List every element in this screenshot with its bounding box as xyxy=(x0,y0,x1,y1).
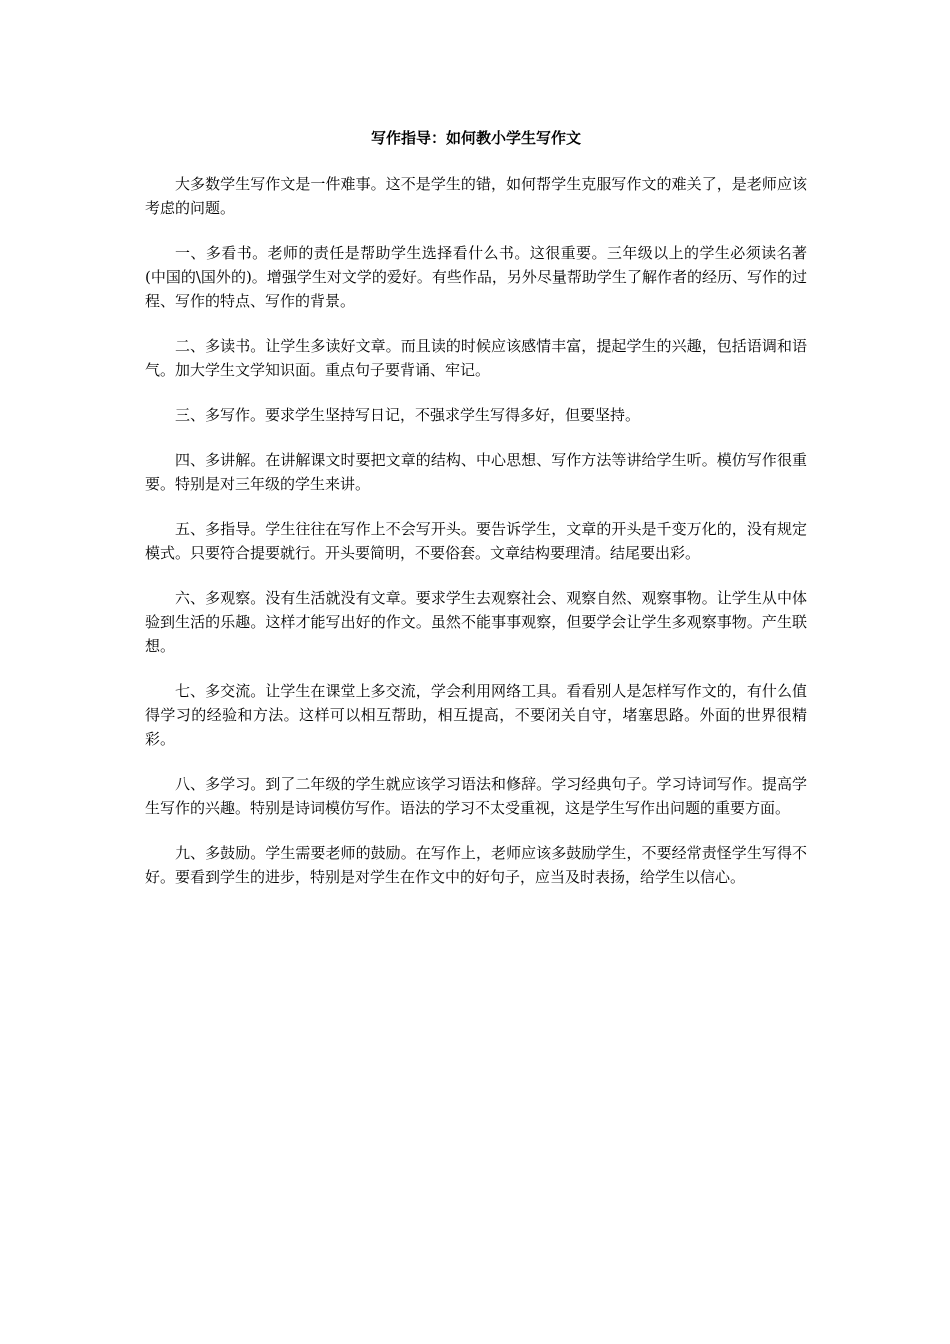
paragraph-guide-more: 五、多指导。学生往往在写作上不会写开头。要告诉学生，文章的开头是千变万化的，没有规定模式。只要符合提要就行。开头要简明，不要俗套。文章结构要理清。结尾要出彩。 xyxy=(145,520,807,562)
document-page xyxy=(145,126,807,910)
paragraph-study-more: 八、多学习。到了二年级的学生就应该学习语法和修辞。学习经典句子。学习诗词写作。提高学生写作的兴趣。特别是诗词模仿写作。语法的学习不太受重视，这是学生写作出问题的重要方面。 xyxy=(145,775,807,817)
paragraph-read-books: 一、多看书。老师的责任是帮助学生选择看什么书。这很重要。三年级以上的学生必须读名著(中国的\国外的)。增强学生对文学的爱好。有些作品，另外尽量帮助学生了解作者的经历、写作的过程、写作的特点、写作的背景。 xyxy=(145,244,807,310)
paragraph-intro: 大多数学生写作文是一件难事。这不是学生的错，如何帮学生克服写作文的难关了，是老师应该考虑的问题。 xyxy=(145,175,807,217)
paragraph-explain-more: 四、多讲解。在讲解课文时要把文章的结构、中心思想、写作方法等讲给学生听。模仿写作很重要。特别是对三年级的学生来讲。 xyxy=(145,451,807,493)
paragraph-communicate-more: 七、多交流。让学生在课堂上多交流，学会利用网络工具。看看别人是怎样写作文的，有什么值得学习的经验和方法。这样可以相互帮助，相互提高，不要闭关自守，堵塞思路。外面的世界很精彩。 xyxy=(145,682,807,748)
paragraph-read-aloud: 二、多读书。让学生多读好文章。而且读的时候应该感情丰富，提起学生的兴趣，包括语调和语气。加大学生文学知识面。重点句子要背诵、牢记。 xyxy=(145,337,807,379)
paragraph-write-more: 三、多写作。要求学生坚持写日记，不强求学生写得多好，但要坚持。 xyxy=(175,406,641,424)
paragraph-observe-more: 六、多观察。没有生活就没有文章。要求学生去观察社会、观察自然、观察事物。让学生从中体验到生活的乐趣。这样才能写出好的作文。虽然不能事事观察，但要学会让学生多观察事物。产生联想。 xyxy=(145,589,807,655)
paragraph-encourage-more: 九、多鼓励。学生需要老师的鼓励。在写作上，老师应该多鼓励学生，不要经常责怪学生写得不好。要看到学生的进步，特别是对学生在作文中的好句子，应当及时表扬，给学生以信心。 xyxy=(145,844,807,886)
document-title: 写作指导：如何教小学生写作文 xyxy=(370,129,581,147)
